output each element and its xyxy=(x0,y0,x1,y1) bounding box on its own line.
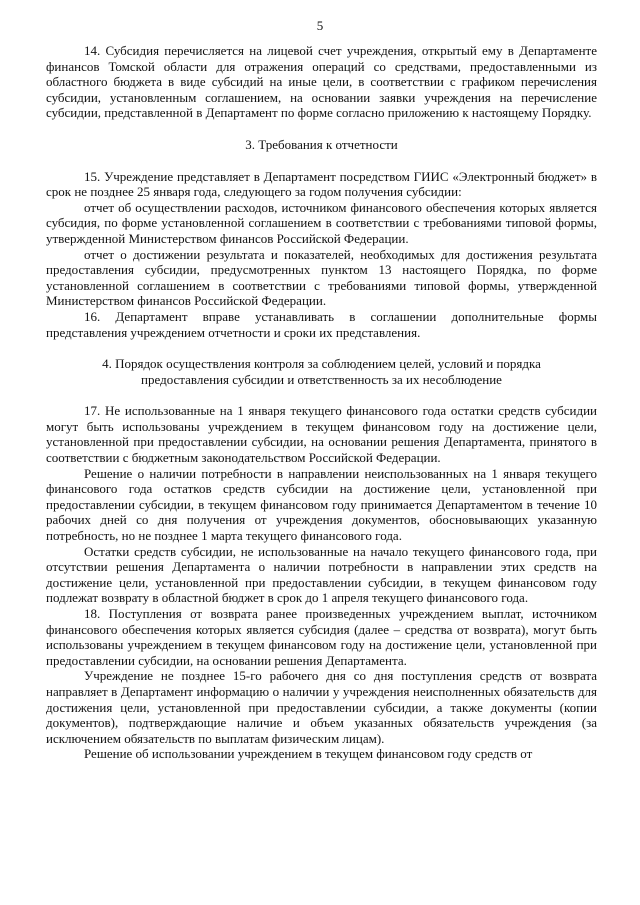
paragraph-15-expense-report: отчет об осуществлении расходов, источником финансового обеспечения которых является субсидия, по форме установленной соглашением в соответствии с требованиями типовой формы, утвержденной Министерством финансов Российской Федерации. xyxy=(46,199,597,246)
paragraph-14: 14. Субсидия перечисляется на лицевой счет учреждения, открытый ему в Департаменте финансов Томской области для отражения операций со средствами, предоставленными из областного бюджета в виде субсидий на иные цели, в соответствии с графиком перечисления субсидии, установленным соглашением, на основании заявки учреждения на перечисление субсидии, представленной в Департамент по форме согласно приложению к настоящему Порядку. xyxy=(46,43,597,121)
section-4-heading-line-1: 4. Порядок осуществления контроля за соблюдением целей, условий и порядка xyxy=(102,356,541,372)
paragraph-15: 15. Учреждение представляет в Департамент посредством ГИИС «Электронный бюджет» в срок не позднее 25 января года, следующего за годом получения субсидии: xyxy=(46,168,597,200)
paragraph-17: 17. Не использованные на 1 января текущего финансового года остатки средств субсидии могут быть использованы учреждением в текущем финансовом году на достижение цели, установленной при предоставлении субсидии, на основании решения Департамента, принятого в соответствии с бюджетным законодательством Российской Федерации. xyxy=(46,403,597,466)
paragraph-18-decision: Решение об использовании учреждением в текущем финансовом году средств от xyxy=(84,746,533,762)
paragraph-17-remainder: Остатки средств субсидии, не использованные на начало текущего финансового года, при отсутствии решения Департамента о наличии потребности в направлении этих средств на достижение цели, установленной при предоставлении субсидии, в текущем финансовом году подлежат возврату в областной бюджет в срок до 1 апреля текущего финансового года. xyxy=(46,543,597,606)
document-body xyxy=(46,43,597,762)
section-4-heading xyxy=(46,356,597,387)
section-4-heading-line-2: предоставления субсидии и ответственность за их несоблюдение xyxy=(141,371,502,387)
section-3-heading: 3. Требования к отчетности xyxy=(245,136,398,152)
paragraph-18-information: Учреждение не позднее 15-го рабочего дня со дня поступления средств от возврата направляет в Департамент информацию о наличии у учреждения неисполненных обязательств для достижения цели, установленной при предоставлении субсидии, а также документы (копии документов), подтверждающие наличие и объем указанных обязательств учреждения (за исключением обязательств по выплатам физическим лицам). xyxy=(46,668,597,746)
paragraph-17-decision: Решение о наличии потребности в направлении неиспользованных на 1 января текущего финансового года остатков средств субсидии на достижение цели, установленной при предоставлении субсидии, в текущем финансовом году принимается Департаментом в течение 10 рабочих дней со дня получения от учреждения документов, обосновывающих указанную потребность, но не позднее 1 марта текущего финансового года. xyxy=(46,465,597,544)
paragraph-16: 16. Департамент вправе устанавливать в соглашении дополнительные формы представления учреждением отчетности и сроки их представления. xyxy=(46,308,597,340)
paragraph-18: 18. Поступления от возврата ранее произведенных учреждением выплат, источником финансового обеспечения которых является субсидия (далее – средства от возврата), могут быть использованы учреждением в текущем финансовом году на достижение цели, установленной при предоставлении субсидии, на основании решения Департамента. xyxy=(46,606,597,668)
paragraph-15-result-report: отчет о достижении результата и показателей, необходимых для достижения результата предоставления субсидии, предусмотренных пунктом 13 настоящего Порядка, по форме установленной соглашением в соответствии с требованиями типовой формы, утвержденной Министерством финансов Российской Федерации. xyxy=(46,246,597,309)
page-number: 5 xyxy=(316,18,324,33)
